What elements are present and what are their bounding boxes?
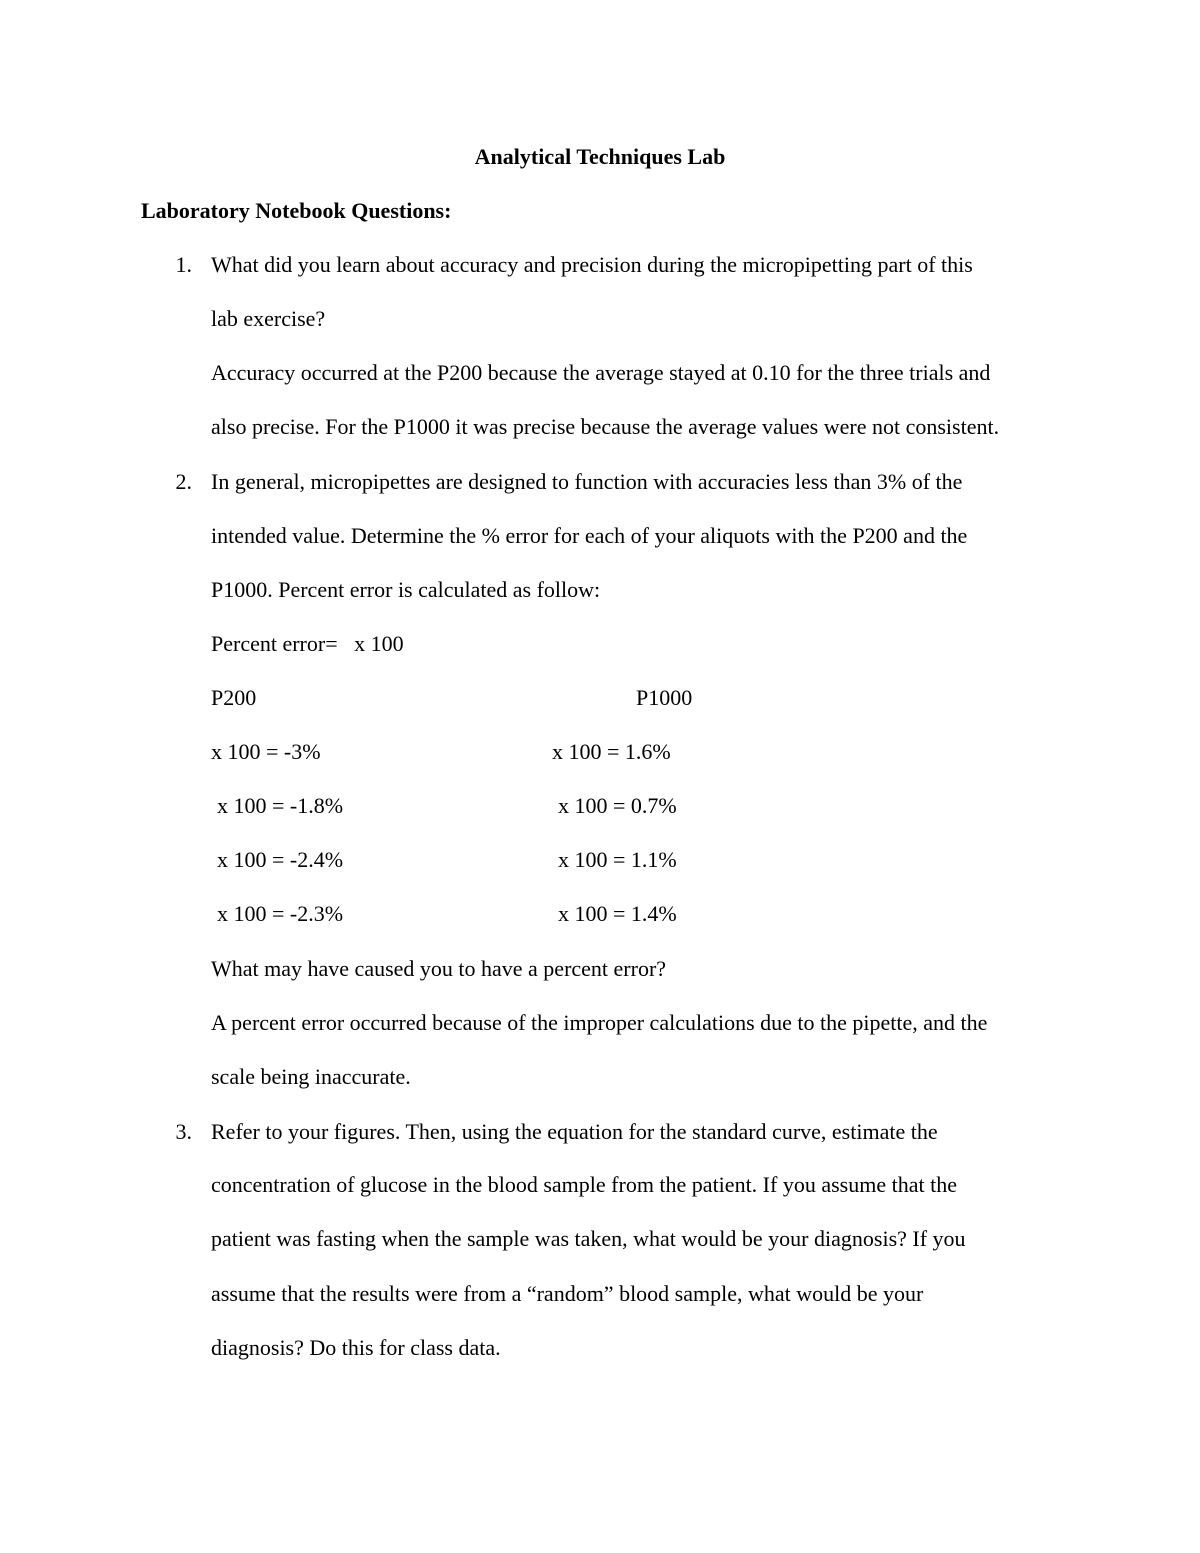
p200-result-3: x 100 = -2.4% (217, 847, 344, 872)
question-3-number: 3. (175, 1119, 192, 1144)
question-1-line-2: lab exercise? (211, 306, 326, 331)
p1000-result-4: x 100 = 1.4% (558, 901, 677, 926)
answer-2-line-2: scale being inaccurate. (211, 1064, 411, 1089)
answer-2-line-1: A percent error occurred because of the improper calculations due to the pipette, and the (211, 1010, 988, 1035)
question-3-line-1: Refer to your figures. Then, using the equation for the standard curve, estimate the (211, 1119, 938, 1144)
question-2-line-1: In general, micropipettes are designed to function with accuracies less than 3% of the (211, 469, 963, 494)
question-2-line-2: intended value. Determine the % error for each of your aliquots with the P200 and the (211, 523, 968, 548)
question-1-number: 1. (175, 252, 192, 277)
question-3-line-2: concentration of glucose in the blood sample from the patient. If you assume that the (211, 1172, 957, 1197)
p1000-result-1: x 100 = 1.6% (552, 739, 671, 764)
question-2-line-3: P1000. Percent error is calculated as follow: (211, 577, 601, 602)
p200-result-2: x 100 = -1.8% (217, 793, 344, 818)
p1000-result-3: x 100 = 1.1% (558, 847, 677, 872)
section-heading: Laboratory Notebook Questions: (141, 198, 452, 223)
document-title: Analytical Techniques Lab (474, 144, 726, 169)
p200-result-1: x 100 = -3% (211, 739, 321, 764)
column-header-p200: P200 (211, 685, 257, 710)
question-3-line-5: diagnosis? Do this for class data. (211, 1335, 501, 1360)
question-3-line-4: assume that the results were from a “random” blood sample, what would be your (211, 1281, 924, 1306)
percent-error-formula: Percent error= x 100 (211, 631, 404, 656)
answer-1-line-1: Accuracy occurred at the P200 because the average stayed at 0.10 for the three trials and (211, 360, 991, 385)
question-2-followup: What may have caused you to have a percent error? (211, 956, 667, 981)
column-header-p1000: P1000 (636, 685, 693, 710)
p1000-result-2: x 100 = 0.7% (558, 793, 677, 818)
p200-result-4: x 100 = -2.3% (217, 901, 344, 926)
question-3-line-3: patient was fasting when the sample was taken, what would be your diagnosis? If you (211, 1226, 966, 1251)
answer-1-line-2: also precise. For the P1000 it was precise because the average values were not consistent. (211, 414, 1000, 439)
question-2-number: 2. (175, 469, 192, 494)
question-1-line-1: What did you learn about accuracy and precision during the micropipetting part of this (211, 252, 973, 277)
